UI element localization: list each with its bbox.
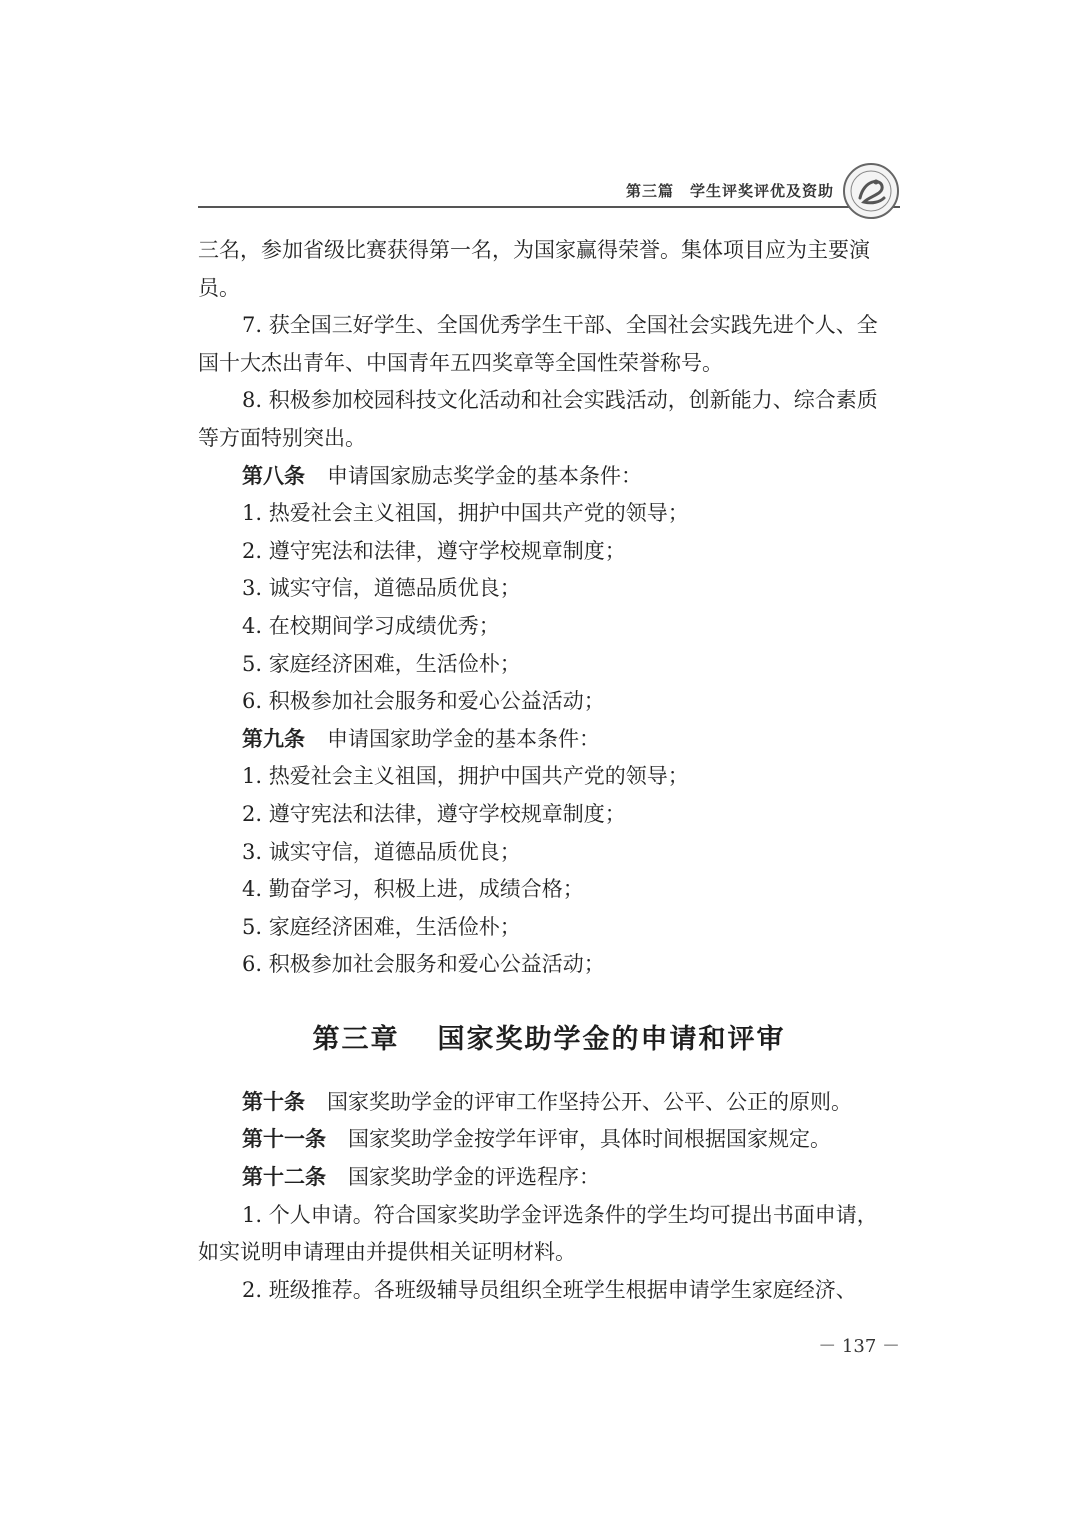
list-item: 6. 积极参加社会服务和爱心公益活动； bbox=[242, 689, 605, 714]
list-item: 3. 诚实守信，道德品质优良； bbox=[242, 839, 521, 864]
list-item: 6. 积极参加社会服务和爱心公益活动； bbox=[242, 952, 605, 977]
chapter-number: 第三章 bbox=[312, 1023, 400, 1055]
article-label: 第十二条 bbox=[242, 1165, 326, 1190]
article-text: 申请国家励志奖学金的基本条件： bbox=[327, 463, 642, 488]
list-item: 4. 在校期间学习成绩优秀； bbox=[242, 613, 500, 638]
list-item: 5. 家庭经济困难，生活俭朴； bbox=[242, 651, 521, 676]
list-item: 4. 勤奋学习，积极上进，成绩合格； bbox=[242, 877, 584, 902]
article-text: 国家奖助学金的评选程序： bbox=[348, 1165, 600, 1190]
article-9-heading bbox=[198, 721, 900, 759]
university-seal-icon bbox=[842, 162, 900, 220]
text-line: 2. 班级推荐。各班级辅导员组织全班学生根据申请学生家庭经济、 bbox=[242, 1277, 857, 1302]
list-item: 5. 家庭经济困难，生活俭朴； bbox=[242, 914, 521, 939]
article-text: 申请国家助学金的基本条件： bbox=[327, 726, 600, 751]
text-line: 员。 bbox=[198, 275, 240, 300]
article-label: 第八条 bbox=[242, 463, 305, 488]
article-10 bbox=[198, 1084, 900, 1122]
list-item: 2. 遵守宪法和法律，遵守学校规章制度； bbox=[242, 538, 626, 563]
text-line: 如实说明申请理由并提供相关证明材料。 bbox=[198, 1240, 576, 1265]
article-label: 第十一条 bbox=[242, 1127, 326, 1152]
article-11 bbox=[198, 1121, 900, 1159]
text-line: 1. 个人申请。符合国家奖助学金评选条件的学生均可提出书面申请， bbox=[242, 1202, 878, 1227]
article-text: 国家奖助学金按学年评审，具体时间根据国家规定。 bbox=[348, 1127, 831, 1152]
page-number: － 137 － bbox=[818, 1336, 900, 1357]
list-item: 3. 诚实守信，道德品质优良； bbox=[242, 576, 521, 601]
article-label: 第十条 bbox=[242, 1089, 305, 1114]
chapter-heading bbox=[198, 984, 900, 1084]
text-line: 7. 获全国三好学生、全国优秀学生干部、全国社会实践先进个人、全 bbox=[242, 313, 878, 338]
header-title: 第三篇 学生评奖评优及资助 bbox=[625, 182, 834, 200]
article-label: 第九条 bbox=[242, 726, 305, 751]
body-text bbox=[198, 232, 900, 1309]
article-8-heading bbox=[198, 458, 900, 496]
list-item: 1. 热爱社会主义祖国，拥护中国共产党的领导； bbox=[242, 501, 689, 526]
article-12 bbox=[198, 1159, 900, 1197]
text-line: 8. 积极参加校园科技文化活动和社会实践活动，创新能力、综合素质 bbox=[242, 388, 878, 413]
running-header bbox=[198, 160, 900, 208]
article-text: 国家奖助学金的评审工作坚持公开、公平、公正的原则。 bbox=[327, 1089, 852, 1114]
text-line: 等方面特别突出。 bbox=[198, 425, 366, 450]
chapter-title: 国家奖助学金的申请和评审 bbox=[437, 1023, 786, 1055]
list-item: 1. 热爱社会主义祖国，拥护中国共产党的领导； bbox=[242, 764, 689, 789]
text-line: 国十大杰出青年、中国青年五四奖章等全国性荣誉称号。 bbox=[198, 350, 723, 375]
list-item: 2. 遵守宪法和法律，遵守学校规章制度； bbox=[242, 801, 626, 826]
text-line: 三名，参加省级比赛获得第一名，为国家赢得荣誉。集体项目应为主要演 bbox=[198, 238, 870, 262]
